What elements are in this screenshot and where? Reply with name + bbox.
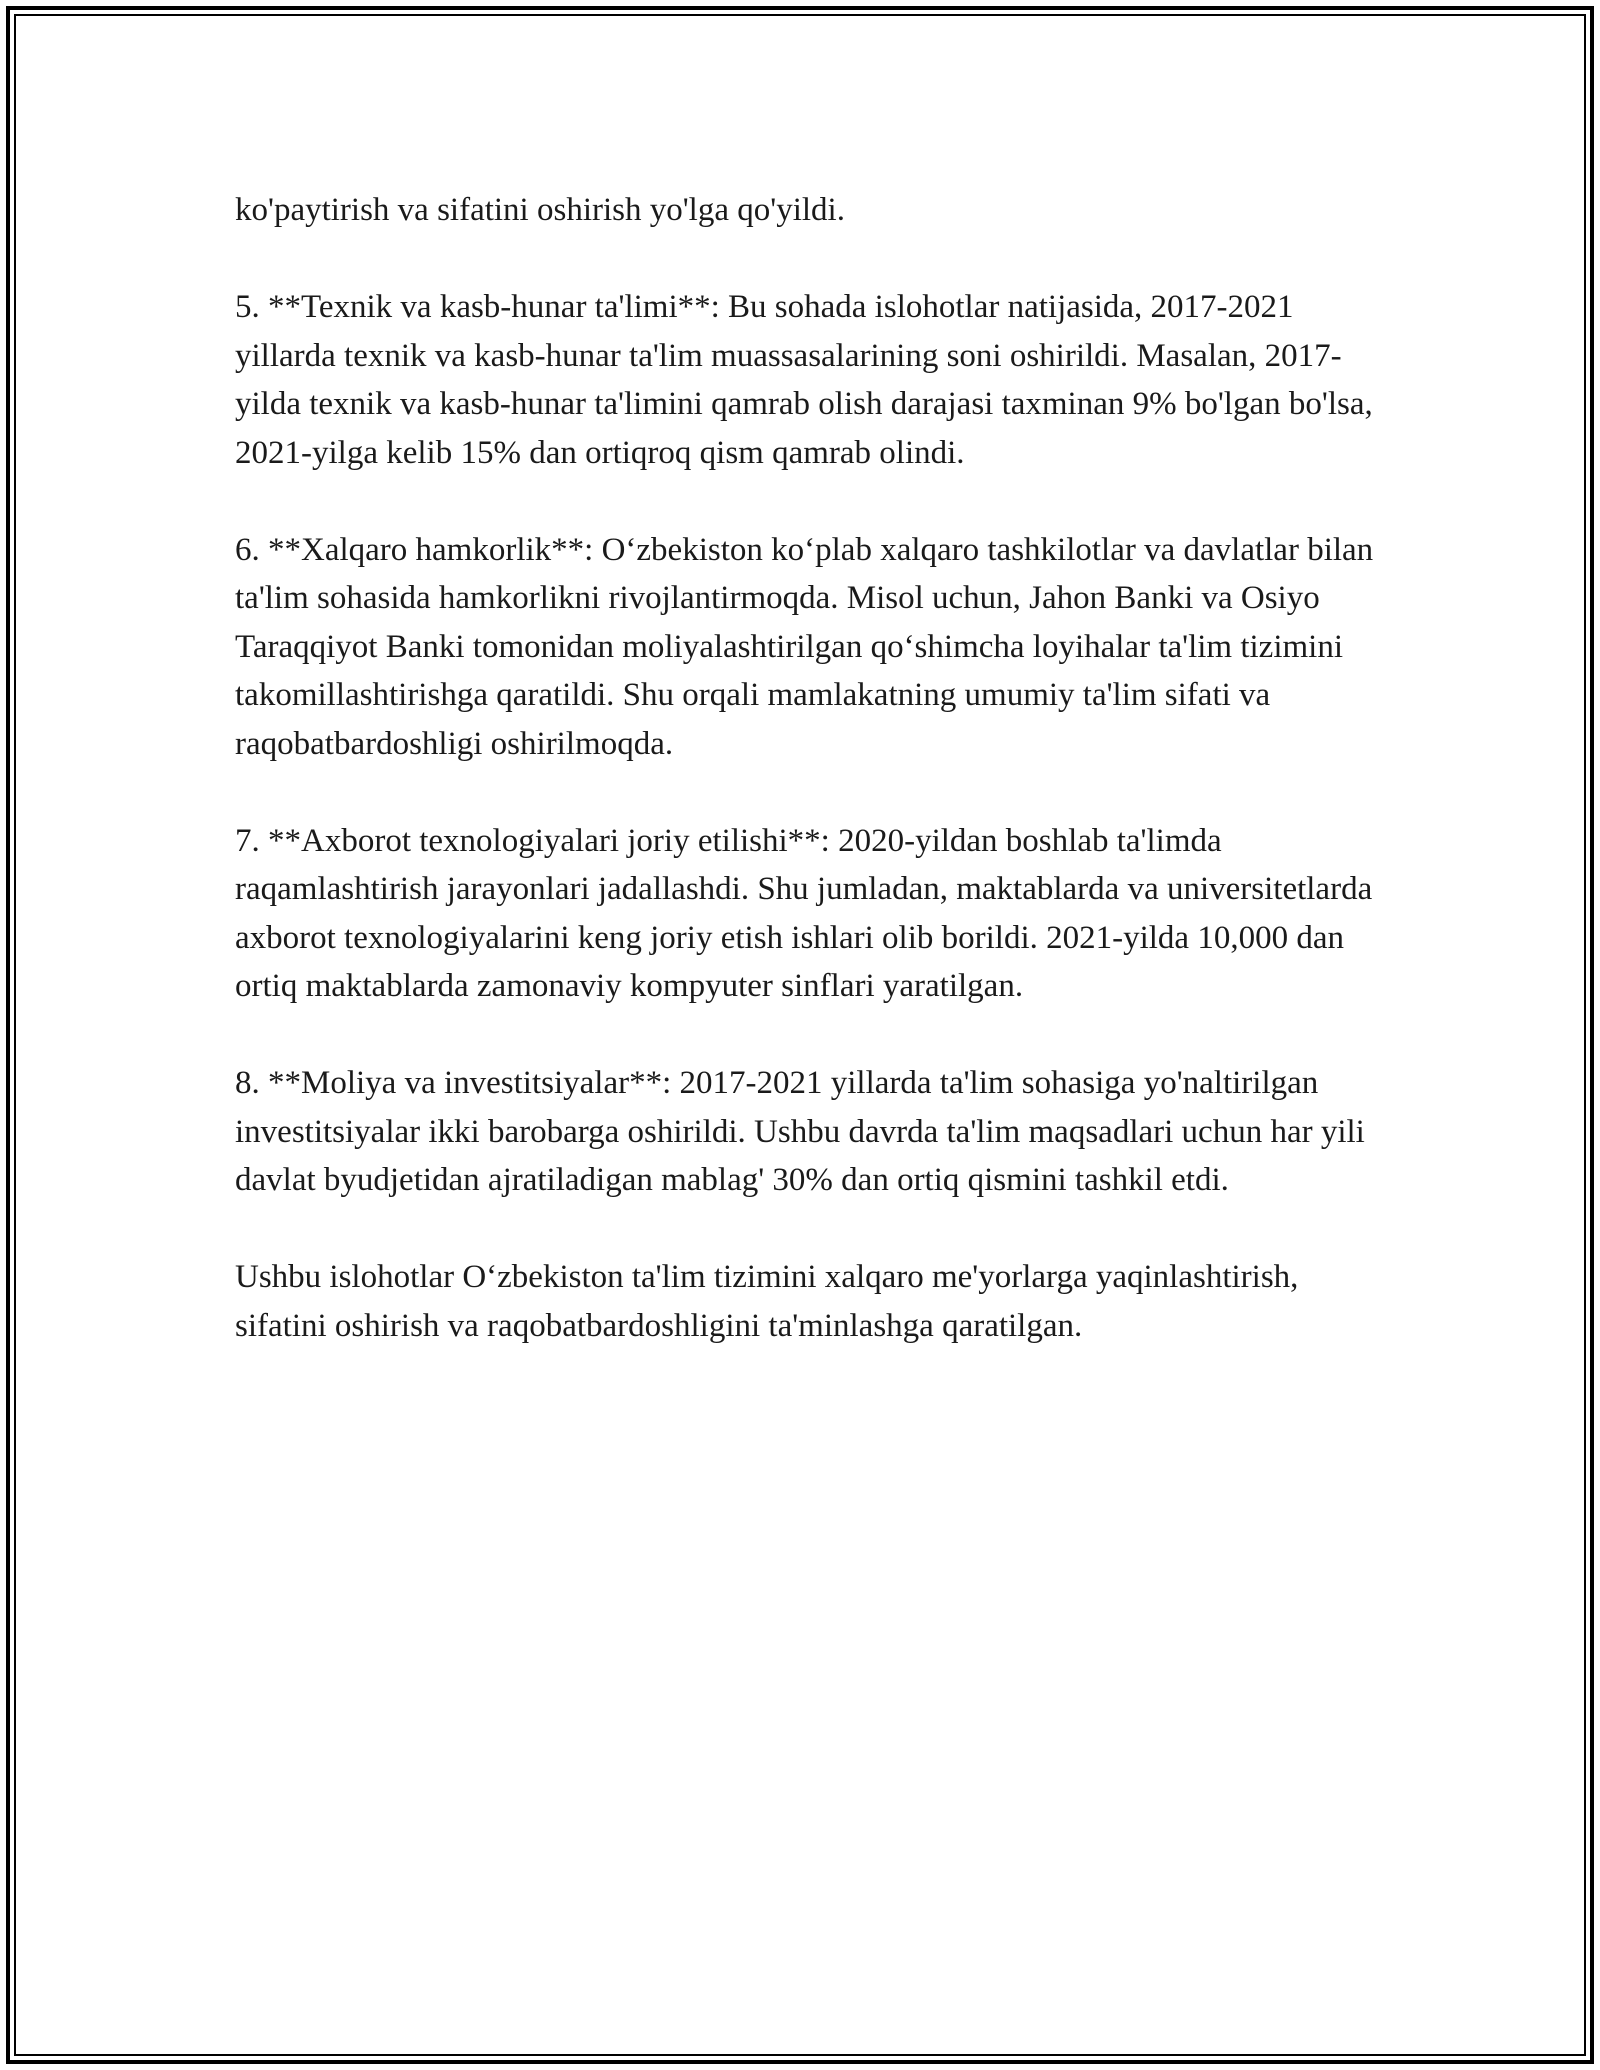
paragraph-continuation: ko'paytirish va sifatini oshirish yo'lga qo'yildi. [235, 192, 845, 228]
paragraph-item-8: 8. **Moliya va investitsiyalar**: 2017-2021 yillarda ta'lim sohasiga yo'naltirilgan investitsiyalar ikki barobarga oshirildi. Ushbu davrda ta'lim maqsadlari uchun har yili davlat byudjetidan ajratiladigan mablag' 30% dan ortiq qismini tashkil etdi. [235, 1065, 1365, 1198]
paragraph-item-5: 5. **Texnik va kasb-hunar ta'limi**: Bu sohada islohotlar natijasida, 2017-2021 yillarda texnik va kasb-hunar ta'lim muassasalarining soni oshirildi. Masalan, 2017-yilda texnik va kasb-hunar ta'limini qamrab olish darajasi taxminan 9% bo'lgan bo'lsa, 2021-yilga kelib 15% dan ortiqroq qism qamrab olindi. [235, 289, 1373, 471]
document-body [235, 186, 1385, 1350]
paragraph-conclusion: Ushbu islohotlar O‘zbekiston ta'lim tizimini xalqaro me'yorlarga yaqinlashtirish, sifatini oshirish va raqobatbardoshligini ta'minlashga qaratilgan. [235, 1259, 1299, 1344]
paragraph-item-7: 7. **Axborot texnologiyalari joriy etilishi**: 2020-yildan boshlab ta'limda raqamlashtirish jarayonlari jadallashdi. Shu jumladan, maktablarda va universitetlarda axborot texnologiyalarini keng joriy etish ishlari olib borildi. 2021-yilda 10,000 dan ortiq maktablarda zamonaviy kompyuter sinflari yaratilgan. [235, 822, 1373, 1004]
paragraph-item-6: 6. **Xalqaro hamkorlik**: O‘zbekiston ko‘plab xalqaro tashkilotlar va davlatlar bilan ta'lim sohasida hamkorlikni rivojlantirmoqda. Misol uchun, Jahon Banki va Osiyo Taraqqiyot Banki tomonidan moliyalashtirilgan qo‘shimcha loyihalar ta'lim tizimini takomillashtirishga qaratildi. Shu orqali mamlakatning umumiy ta'lim sifati va raqobatbardoshligi oshirilmoqda. [235, 531, 1374, 762]
